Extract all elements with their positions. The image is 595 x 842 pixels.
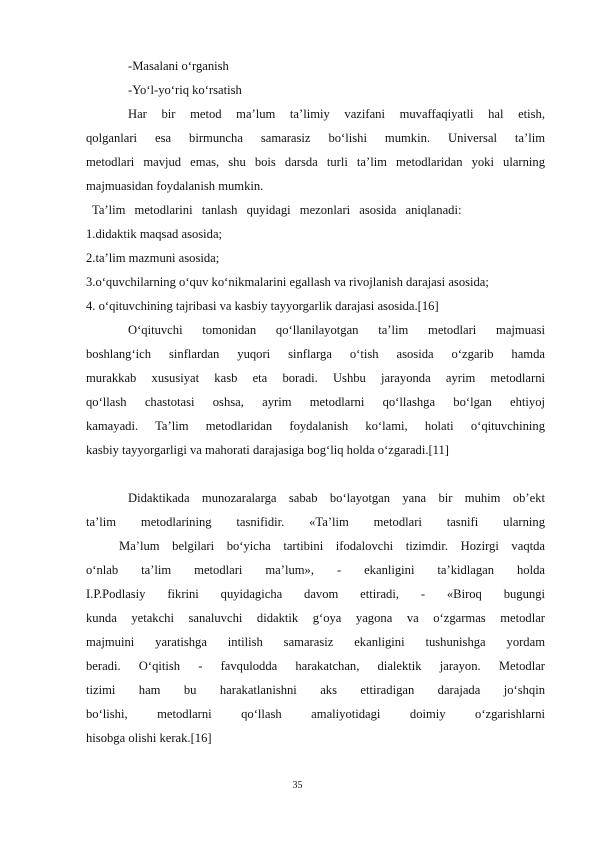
list-item: 3.o‘quvchilarning o‘quv ko‘nikmalarini egallash va rivojlanish darajasi asosida; — [86, 275, 489, 289]
text-line: hisobga olishi kerak.[16] — [86, 731, 212, 745]
text-line: qo‘llash chastotasi oshsa, ayrim metodlarni qo‘llashga bo‘lgan ehtiyoj — [86, 395, 545, 409]
text-line: Har bir metod ma’lum ta’limiy vazifani muvaffaqiyatli hal etish, — [128, 107, 545, 121]
text-line: murakkab xususiyat kasb eta boradi. Ushbu jarayonda ayrim metodlarni — [86, 371, 545, 385]
text-line: -Masalani o‘rganish — [128, 59, 229, 73]
text-line: kamayadi. Ta’lim metodlaridan foydalanish ko‘lami, holati o‘qituvchining — [86, 419, 545, 433]
text-line: majmuini yaratishga intilish samarasiz ekanligini tushunishga yordam — [86, 635, 545, 649]
text-line: beradi. O‘qitish - favqulodda harakatchan, dialektik jarayon. Metodlar — [86, 659, 545, 673]
text-line: tizimi ham bu harakatlanishni aks ettiradigan darajada jo‘shqin — [86, 683, 545, 697]
text-line: Didaktikada munozaralarga sabab bo‘layotgan yana bir muhim ob’ekt — [128, 491, 545, 505]
text-line: bo‘lishi, metodlarni qo‘llash amaliyotidagi doimiy o‘zgarishlarni — [86, 707, 545, 721]
text-line: O‘qituvchi tomonidan qo‘llanilayotgan ta’lim metodlari majmuasi — [128, 323, 545, 337]
text-line: kasbiy tayyorgarligi va mahorati darajasiga bog‘liq holda o‘zgaradi.[11] — [86, 443, 449, 457]
list-item: 2.ta’lim mazmuni asosida; — [86, 251, 220, 265]
text-line: majmuasidan foydalanish mumkin. — [86, 179, 264, 193]
text-line: metodlari mavjud emas, shu bois darsda turli ta’lim metodlaridan yoki ularning — [86, 155, 545, 169]
page-number: 35 — [292, 780, 303, 791]
list-item: 1.didaktik maqsad asosida; — [86, 227, 223, 241]
list-item: 4. o‘qituvchining tajribasi va kasbiy tayyorgarlik darajasi asosida.[16] — [86, 299, 439, 313]
text-line: Ta’lim metodlarini tanlash quyidagi mezonlari asosida aniqlanadi: — [92, 203, 462, 217]
text-line: boshlang‘ich sinflardan yuqori sinflarga o‘tish asosida o‘zgarib hamda — [86, 347, 545, 361]
text-line: ta’lim metodlarining tasnifidir. «Ta’lim metodlari tasnifi ularning — [86, 515, 545, 529]
text-line: qolganlari esa birmuncha samarasiz bo‘lishi mumkin. Universal ta’lim — [86, 131, 545, 145]
text-line: kunda yetakchi sanaluvchi didaktik g‘oya yagona va o‘zgarmas metodlar — [86, 611, 545, 625]
text-line: I.P.Podlasiy fikrini quyidagicha davom ettiradi, - «Biroq bugungi — [86, 587, 545, 601]
text-line: -Yo‘l-yo‘riq ko‘rsatish — [128, 83, 242, 97]
text-line: Ma’lum belgilari bo‘yicha tartibini ifodalovchi tizimdir. Hozirgi vaqtda — [119, 539, 545, 553]
text-line: o‘nlab ta’lim metodlari ma’lum», - ekanligini ta’kidlagan holda — [86, 563, 545, 577]
